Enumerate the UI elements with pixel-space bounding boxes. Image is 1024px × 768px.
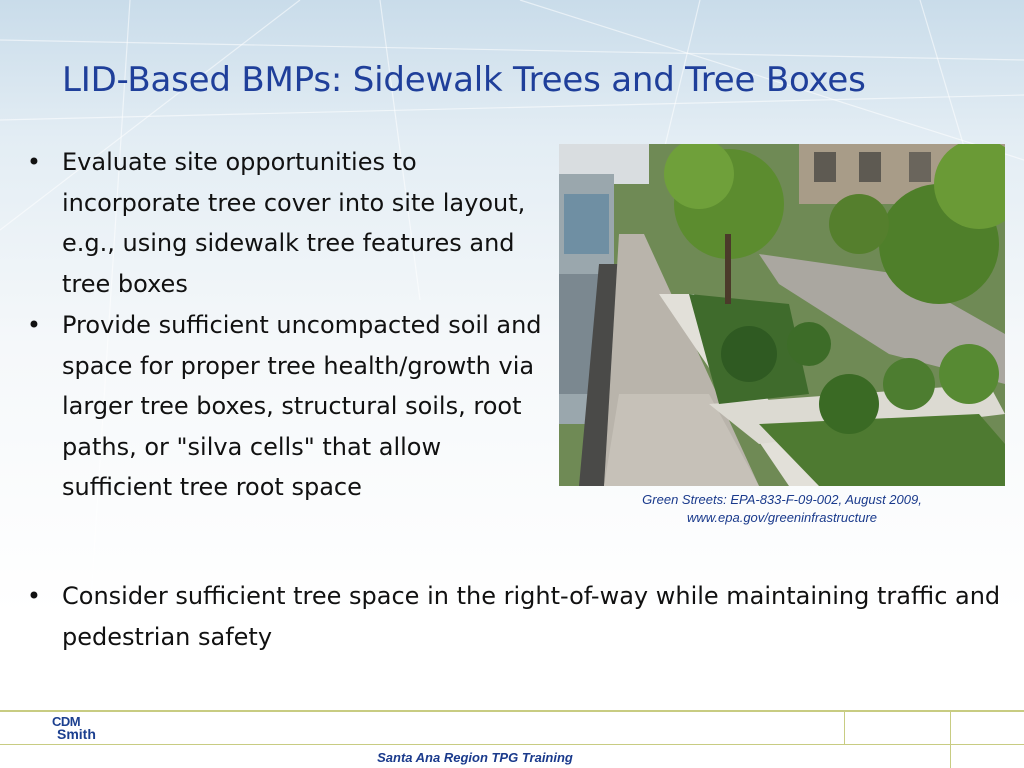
bullet-text: Evaluate site opportunities to incorporate tree cover into site layout, e.g., using sidewalk tree features and tree boxes	[62, 148, 526, 298]
caption-line: www.epa.gov/greeninfrastructure	[686, 510, 878, 525]
bullet-list	[24, 142, 554, 509]
bullet-text: Provide sufficient uncompacted soil and space for proper tree health/growth via larger tree boxes, structural soils, root paths, or "silva cells" that allow sufficient tree root space	[62, 311, 542, 501]
footer-divider-horizontal	[0, 744, 1024, 745]
caption-line: Green Streets: EPA-833-F-09-002, August 2009,	[642, 492, 922, 507]
bullet-dot: •	[26, 582, 42, 610]
footer-divider-vertical	[844, 712, 845, 744]
green-street-photo	[559, 144, 1005, 486]
bullet-dot: •	[26, 311, 42, 339]
bullet-item	[24, 576, 1022, 657]
logo-line: CDM	[52, 714, 81, 729]
logo-line: Smith	[57, 726, 96, 742]
footer-title: Santa Ana Region TPG Training	[377, 750, 573, 765]
footer-divider-vertical	[950, 712, 951, 768]
slide-title: LID-Based BMPs: Sidewalk Trees and Tree Boxes	[62, 60, 866, 100]
photo-caption	[560, 491, 1004, 527]
bullet-dot: •	[26, 148, 42, 176]
footer-rule	[0, 710, 1024, 712]
cdm-smith-logo	[52, 716, 122, 742]
bullet-item	[24, 142, 554, 304]
bullet-item	[24, 305, 554, 508]
bullet-text: Consider sufficient tree space in the right-of-way while maintaining traffic and pedestrian safety	[62, 582, 1001, 651]
